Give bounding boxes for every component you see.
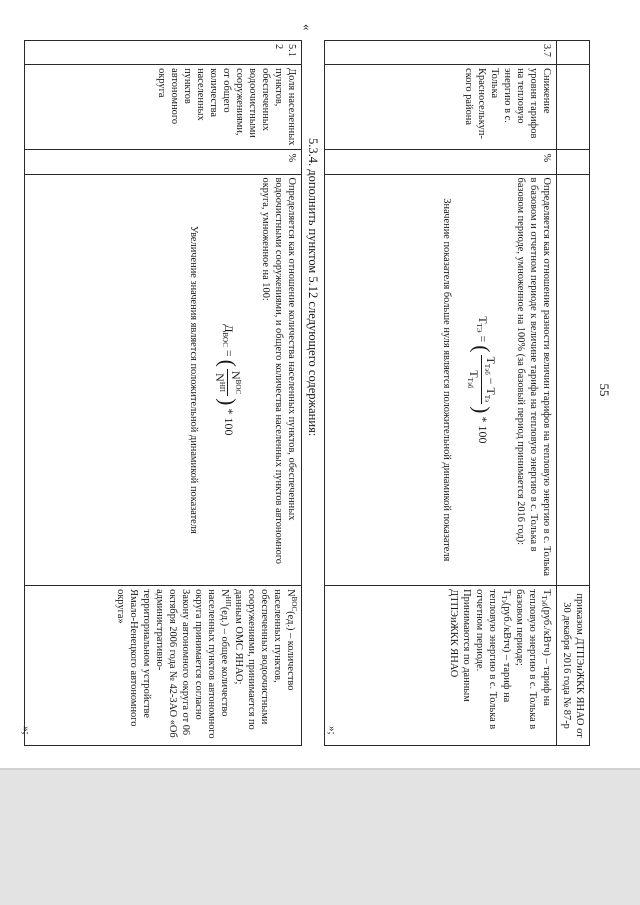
- method-intro: Определяется как отношение количества населенных пунктов, обеспеченных водоочистными сооружениями, и общего количества населенных пунктов автономного округа, умноженное на 100:: [260, 177, 297, 564]
- source-subscript: Тэб: [540, 595, 548, 607]
- source-symbol: N: [219, 589, 230, 597]
- closing-quote-mark: »;: [326, 726, 338, 735]
- left-paren: (: [469, 345, 495, 353]
- table-row-3-7: [325, 41, 557, 746]
- source-text: (ед.) – количество населенных пунктов, обеспеченных водоочистными сооружениями, принимается по данным ОМС ЯНАО;: [233, 589, 296, 730]
- formula-superscript: НП: [218, 381, 226, 392]
- source-text: (руб./кВтч) – тариф на тепловую энергию в с. Толька в отчетном периоде.: [474, 589, 513, 730]
- opening-quote-mark: «: [300, 24, 315, 31]
- formula-subscript: Тэ: [483, 394, 491, 403]
- fraction-denominator: [212, 369, 227, 396]
- indicator-name: Доля населенных пунктов, обеспеченных водоочистными сооружениями, от общего количества населенных пунктов автономного округа: [25, 65, 302, 150]
- formula-subscript: ВОС: [220, 332, 229, 347]
- data-source: [325, 586, 557, 746]
- formula-multiplier: * 100: [476, 413, 490, 444]
- table-cell: [557, 150, 590, 174]
- indicator-table-lower: [24, 40, 302, 746]
- formula-subscript: б: [483, 371, 491, 375]
- formula-symbol: N: [213, 373, 227, 382]
- method-note: Увеличение значения является положительной динамикой показателя: [188, 225, 199, 534]
- source-line: [513, 589, 553, 742]
- formula-subscript: ТЭ: [475, 323, 483, 333]
- formula-fraction: [466, 355, 499, 405]
- data-source: [25, 586, 302, 746]
- calculation-method: [25, 174, 302, 586]
- source-symbol: Т: [541, 589, 552, 596]
- right-paren: ): [215, 398, 241, 406]
- source-symbol: Т: [501, 589, 513, 596]
- formula-equals: =: [221, 346, 236, 360]
- left-paren: (: [215, 359, 241, 367]
- indicator-table-upper: [324, 40, 590, 746]
- source-text: (ед.) – общее количество населенных пунктов автономного округа принимается согласно Закону автономного округа от 06 октября 2006 года № 42-ЗАО «Об административно-территориальном устройстве Ямало-Ненецкого автономного округа»: [115, 589, 230, 739]
- formula-fraction: [212, 369, 243, 396]
- scan-background-band: [0, 770, 640, 905]
- formula-equals: =: [476, 332, 490, 346]
- closing-quote-mark: »;: [20, 726, 32, 735]
- calculation-method: [325, 174, 557, 586]
- formula-tariff: [466, 178, 499, 583]
- source-line: Принимаются по данным ДТПЭиЖКК ЯНАО: [448, 589, 473, 702]
- formula-symbol: Т: [476, 316, 490, 324]
- table-row-continuation: [557, 41, 590, 746]
- formula-water: [212, 178, 243, 583]
- formula-subscript: Тэ: [483, 363, 491, 372]
- indicator-unit: %: [325, 150, 557, 174]
- source-line: [114, 589, 232, 742]
- formula-symbol: Д: [221, 324, 236, 333]
- row-number: 3.7: [325, 41, 557, 65]
- table-row-5-12: [25, 41, 302, 746]
- method-intro: Определяется как отношение разности величин тарифов на тепловую энергию в с. Толька в базовом и отчетном периоде к величине тарифа на тепловую энергию в с. Толька в базовом периоде, умноженное на 100% (за базовый период принимается 2016 год):: [515, 177, 552, 577]
- formula-symbol: Т: [484, 356, 498, 364]
- table-cell: [557, 41, 590, 65]
- source-subscript: Тэ: [500, 595, 509, 603]
- indicator-name: Снижение уровня тарифов на тепловую энергию в с. Толька Красноселькуп-ского района: [325, 65, 557, 150]
- formula-subscript: Тэб: [466, 377, 475, 389]
- source-superscript: НП: [224, 596, 232, 607]
- fraction-numerator: [227, 369, 243, 396]
- fraction-denominator: [466, 355, 482, 405]
- source-superscript: ВОС: [290, 596, 298, 612]
- source-symbol: N: [285, 589, 296, 597]
- source-line: [474, 589, 514, 742]
- method-note: Значение показателя больше нуля является положительной динамикой показателя: [441, 198, 453, 562]
- table-cell: [557, 65, 590, 150]
- formula-superscript: ВОС: [234, 379, 242, 395]
- formula-symbol: N: [229, 370, 243, 380]
- indicator-unit: %: [25, 150, 302, 174]
- page-number: 55: [597, 383, 612, 397]
- formula-symbol: Т: [467, 370, 482, 378]
- formula-multiplier: * 100: [221, 405, 236, 436]
- formula-minus: − Т: [484, 374, 498, 395]
- fraction-numerator: [481, 355, 498, 405]
- table-cell: [557, 174, 590, 586]
- right-paren: ): [469, 406, 495, 414]
- row-number: 5.12: [25, 41, 302, 65]
- rotated-document-content: [10, 20, 620, 755]
- source-line: [232, 589, 298, 742]
- section-amendment-line: 5.3.4. дополнить пунктом 5.12 следующего содержания:: [306, 138, 320, 437]
- table-cell-source: приказом ДТПЭиЖКК ЯНАО от 30 декабря 2016 года № 87-р: [557, 586, 590, 746]
- source-text: (руб./кВтч) – тариф на тепловую энергию в с. Толька в базовом периоде;: [514, 589, 552, 730]
